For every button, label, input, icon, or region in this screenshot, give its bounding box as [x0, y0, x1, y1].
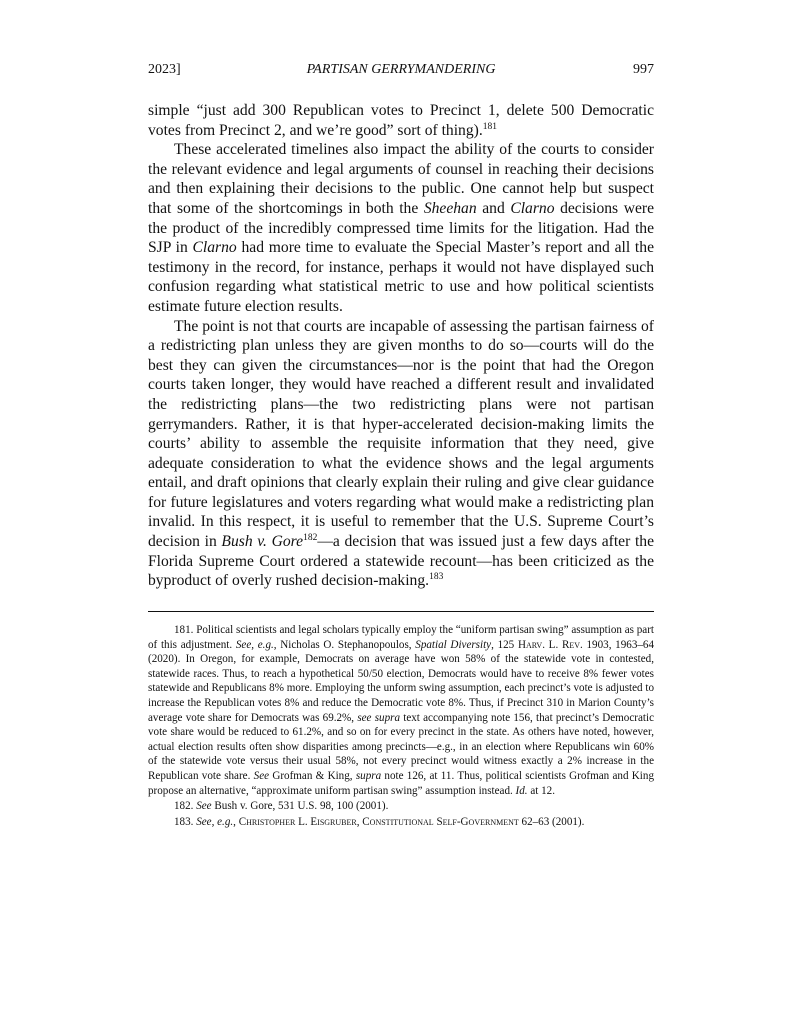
- fn181-m: note 126, at 11. Thus, political scientists Grofman and King propose an alternative, “approximate uniform partisan swing” assumption instead.: [148, 769, 654, 797]
- case-name-clarno-2: Clarno: [192, 239, 237, 257]
- p2-text-a: These accelerated timelines also impact the ability of the courts to consider the relevant evidence and legal arguments of counsel in reaching their decisions and then explaining their decisions to the public. One cannot help but suspect that some of the shortcomings in both the: [148, 141, 654, 217]
- paragraph-1-text: simple “just add 300 Republican votes to Precinct 1, delete 500 Democratic votes from Precinct 2, and we’re good” sort of thing).: [148, 102, 654, 139]
- header-title: PARTISAN GERRYMANDERING: [306, 62, 496, 77]
- fn181-g: 1903, 1963–64 (2020). In Oregon, for example, Democrats on average have won 58% of the statewide vote in contested, statewide races. Thus, to reach a hypothetical 50/50 election, Democrats would have to receive 8% fewer votes statewide and Republicans 8% more. Employing the unform swing assumption, each precinct’s vote is adjusted to increase the Republican votes 8% and reduce the Democratic vote 8%. Thus, if Precinct 310 in Marion County’s average vote share for Democrats was 69.2%,: [148, 638, 655, 724]
- footnote-ref-183[interactable]: 183: [429, 572, 444, 583]
- p2-text-c: and: [476, 199, 511, 217]
- paragraph-2: [148, 140, 654, 316]
- footnote-182: [148, 799, 654, 814]
- fn183-number: 183.: [174, 815, 197, 828]
- footnotes: [148, 623, 654, 830]
- fn181-o: at 12.: [527, 784, 555, 797]
- footnote-ref-182[interactable]: 182: [303, 533, 318, 544]
- fn182-citation: Bush v. Gore, 531 U.S. 98, 100 (2001).: [211, 800, 389, 813]
- fn181-journal: Harv. L. Rev.: [517, 638, 583, 651]
- fn181-c: , Nicholas O. Stephanopoulos,: [273, 638, 416, 651]
- fn183-e: 62–63 (2001).: [518, 815, 585, 828]
- fn182-number: 182.: [174, 800, 197, 813]
- p2-text-g: had more time to evaluate the Special Master’s report and all the testimony in the record, for instance, perhaps it would not have displayed such confusion regarding what statistical metric to use and how political scientists estimate future election results.: [148, 239, 654, 315]
- main-text: [148, 101, 654, 591]
- fn181-k: Grofman & King,: [269, 769, 356, 782]
- footnote-181: [148, 623, 654, 798]
- running-header: [148, 62, 654, 82]
- paragraph-3: [148, 317, 654, 591]
- case-name-sheehan: Sheehan: [423, 199, 477, 217]
- fn181-a: 181. Political scientists and legal scholars typically employ the “uniform partisan swing” assumption as part of this adjustment.: [148, 624, 654, 651]
- fn181-see-supra: see supra: [357, 711, 400, 724]
- fn183-book-title: Christopher L. Eisgruber, Constitutional Self-Government: [238, 815, 519, 828]
- paragraph-1: [148, 101, 654, 140]
- fn181-see: See: [253, 769, 270, 782]
- case-name-bush-v-gore: Bush v. Gore: [221, 533, 304, 551]
- fn183-c: ,: [233, 815, 239, 828]
- p2-text-e: decisions were the product of the incredibly compressed time limits for the litigation. Had the SJP in: [148, 199, 654, 257]
- footnote-183: [148, 815, 654, 830]
- page-number: 997: [633, 62, 654, 77]
- fn181-i: text accompanying note 156, that precinct’s Democratic vote share would be reduced to 61.2%, and so on for every precinct in the state. As others have noted, however, actual election results often show disparities among precincts—e.g., in an election where Republicans win 60% of the statewide vote versus their usual 58%, not every precinct would witness exactly a 2% increase in the Republican vote share.: [148, 711, 654, 782]
- fn183-signal: See, e.g.: [196, 815, 234, 828]
- fn182-see: See: [196, 800, 212, 813]
- fn181-supra: supra: [355, 769, 382, 782]
- fn181-e: , 125: [491, 638, 518, 651]
- header-year: 2023]: [148, 62, 181, 77]
- footnote-divider: [148, 611, 654, 612]
- p3-text-a: The point is not that courts are incapable of assessing the partisan fairness of a redistricting plan unless they are given months to do so—courts will do the best they can given the circumstances—nor is the point that had the Oregon courts taken longer, they would have reached a different result and invalidated the redistricting plans—the two redistricting plans were not partisan gerrymanders. Rather, it is that hyper-accelerated decision-making limits the courts’ ability to assemble the requisite information that they need, give adequate consideration to what the evidence shows and the legal arguments entail, and draft opinions that clearly explain their ruling and give clear guidance for future legislatures and voters regarding what would make a redistricting plan invalid. In this respect, it is useful to remember that the U.S. Supreme Court’s decision in: [148, 317, 654, 551]
- fn181-article-title: Spatial Diversity: [415, 638, 492, 651]
- fn181-signal: See, e.g.: [235, 638, 274, 651]
- p3-text-c: —a decision that was issued just a few days after the Florida Supreme Court ordered a statewide recount—has been criticized as the byproduct of overly rushed decision-making.: [148, 533, 654, 590]
- fn181-id: Id.: [515, 784, 528, 797]
- footnote-ref-181[interactable]: 181: [482, 121, 497, 132]
- case-name-clarno: Clarno: [510, 199, 555, 217]
